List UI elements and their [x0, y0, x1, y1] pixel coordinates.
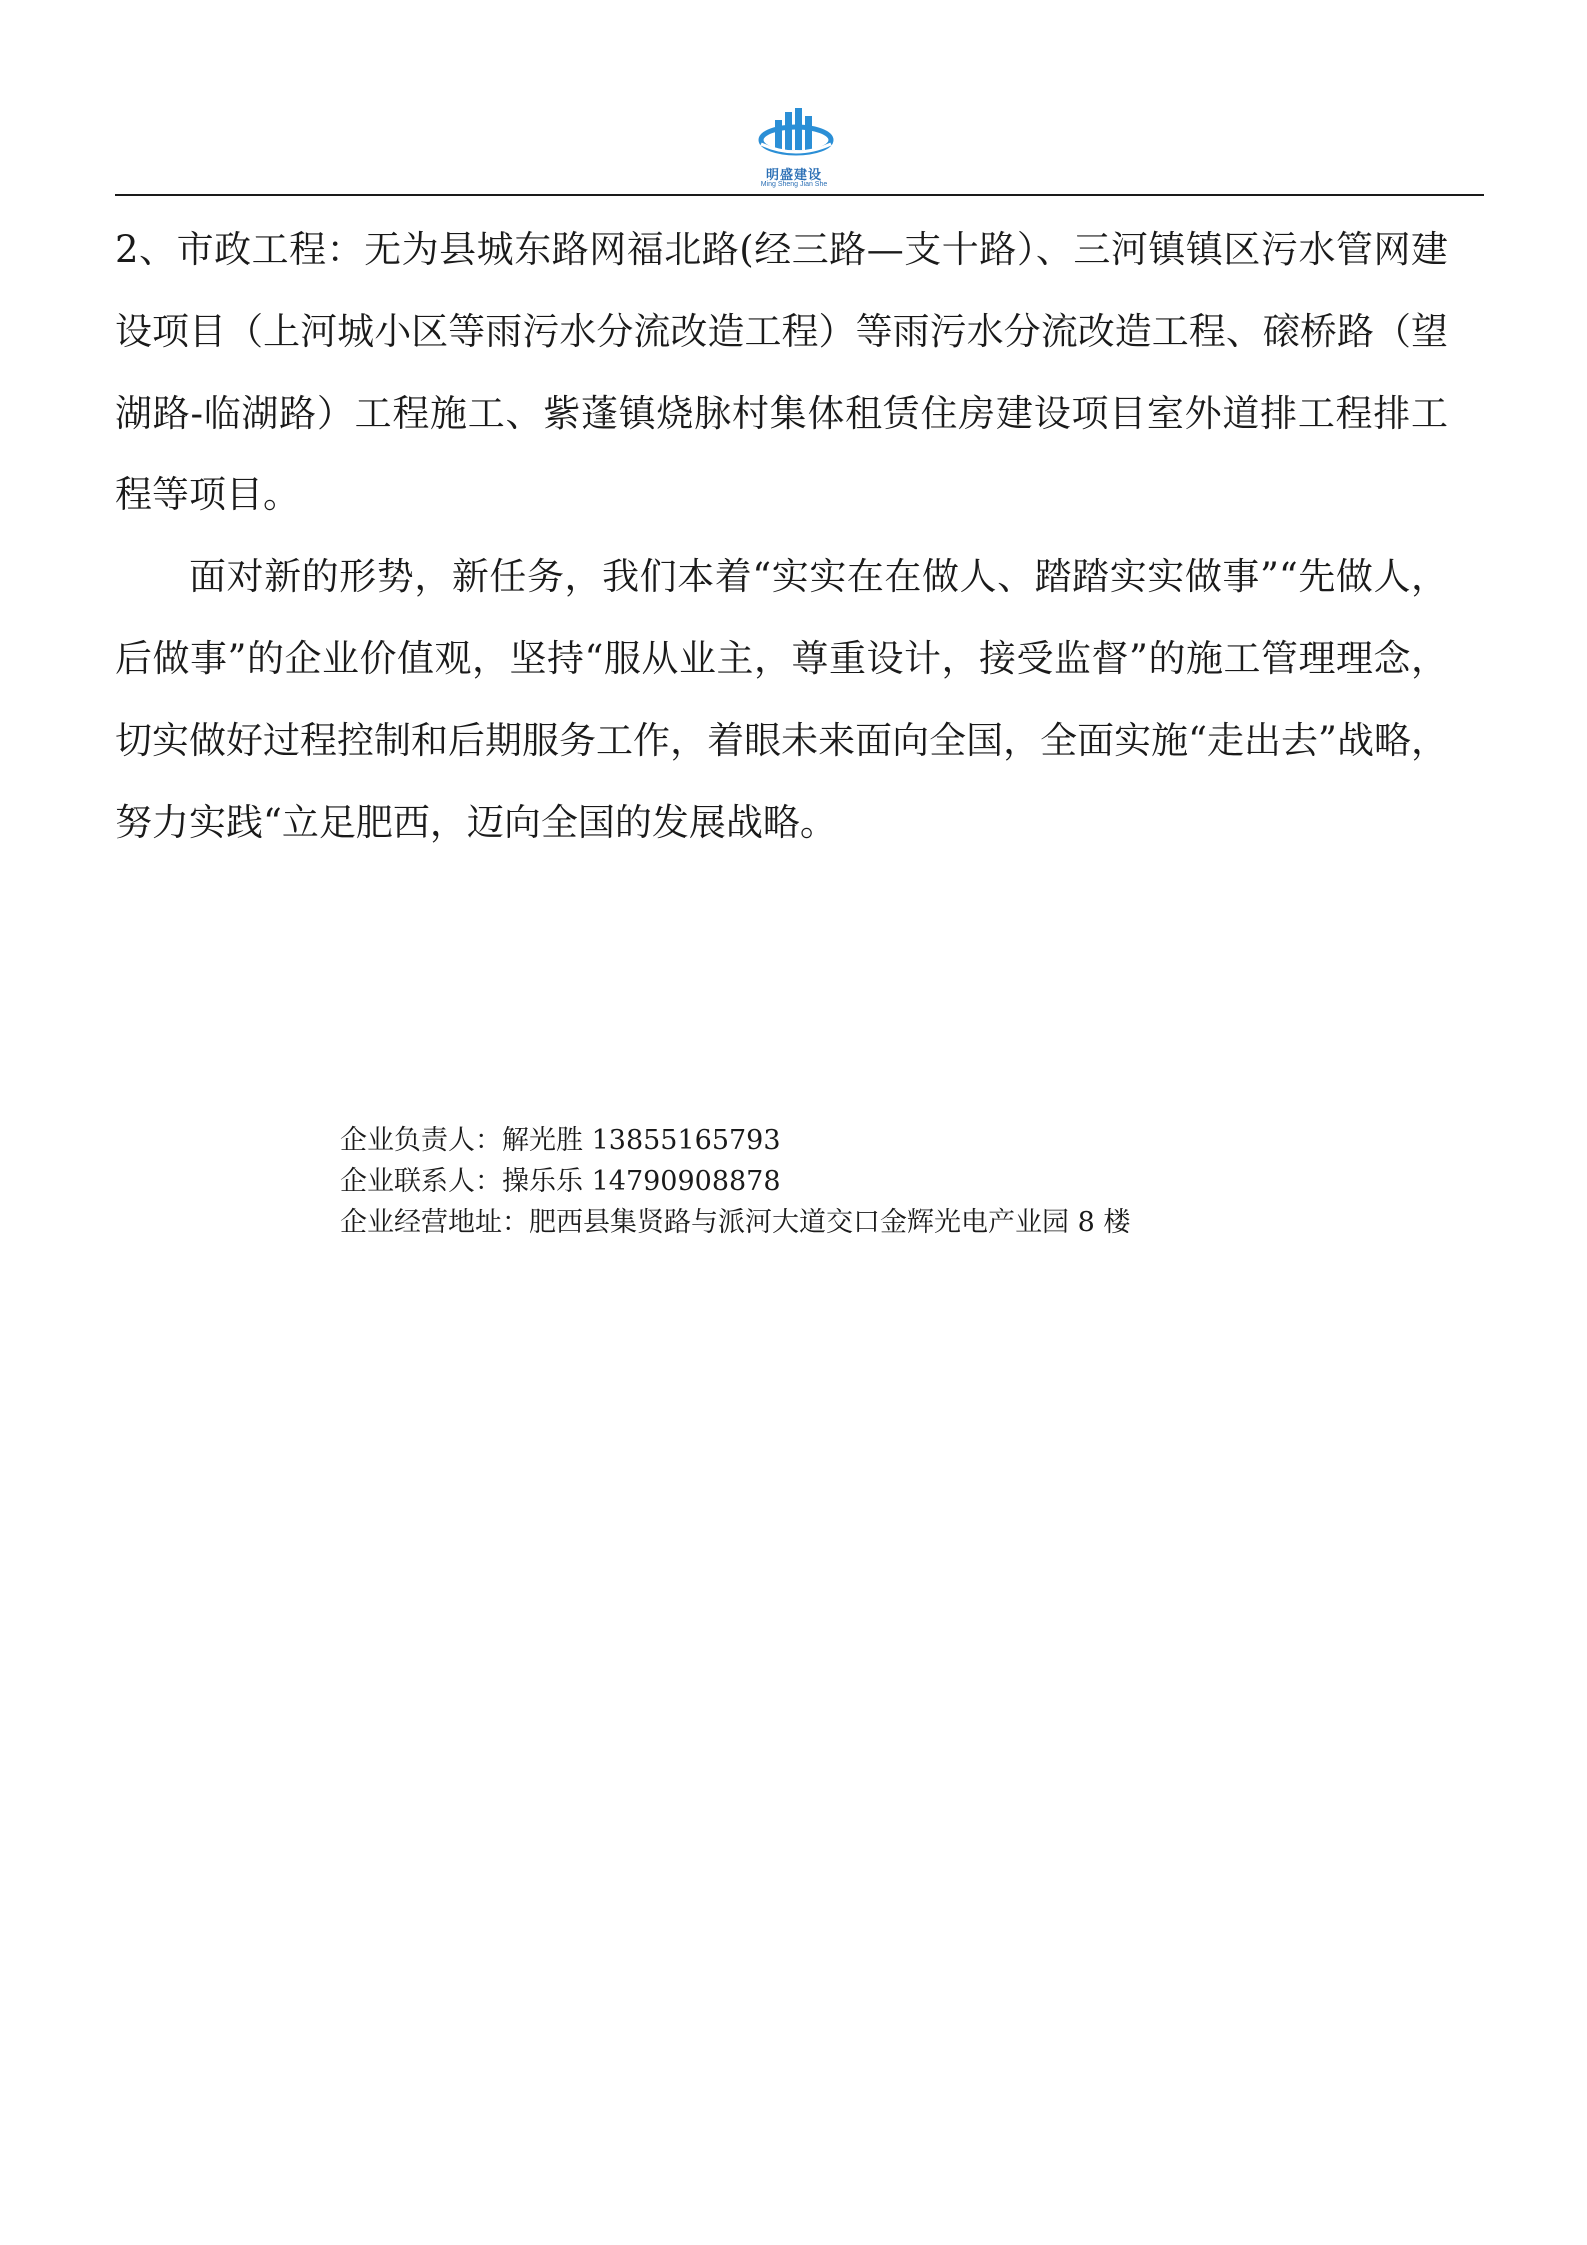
contact-block [340, 1120, 1340, 1243]
header-divider [115, 194, 1484, 196]
logo-name: 明盛建设 [765, 168, 822, 183]
contact-address: 企业经营地址：肥西县集贤路与派河大道交口金辉光电产业园 8 楼 [340, 1207, 1131, 1238]
logo-pinyin: Ming Sheng Jian She [760, 181, 828, 188]
page-header [0, 0, 1587, 200]
contact-liaison: 企业联系人：操乐乐 14790908878 [340, 1166, 781, 1197]
paragraph-municipal-projects: 2、市政工程：无为县城东路网福北路(经三路—支十路）、三河镇镇区污水管网建设项目（上河城小区等雨污水分流改造工程）等雨污水分流改造工程、磙桥路（望湖路-临湖路）工程施工、紫蓬镇烧脉村集体租赁住房建设项目室外道排工程排工程等项目。 [115, 228, 1448, 517]
paragraph-company-values: 面对新的形势，新任务，我们本着“实实在在做人、踏踏实实做事”“先做人，后做事”的企业价值观，坚持“服从业主，尊重设计，接受监督”的施工管理理念，切实做好过程控制和后期服务工作，着眼未来面向全国，全面实施“走出去”战略，努力实践“立足肥西，迈向全国的发展战略。 [115, 555, 1448, 844]
contact-principal: 企业负责人：解光胜 13855165793 [340, 1125, 781, 1156]
body-content [115, 209, 1448, 863]
